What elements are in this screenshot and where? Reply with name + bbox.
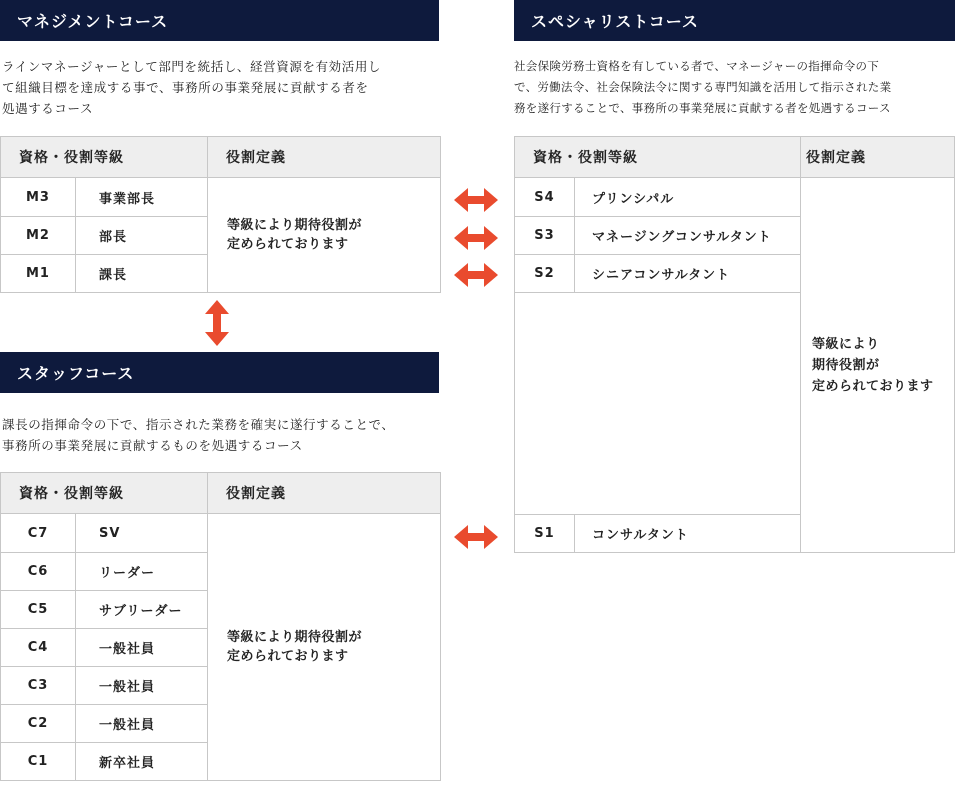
grade-title: 一般社員	[76, 667, 208, 705]
grade-code: C1	[1, 743, 76, 781]
definition-column-header: 役割定義	[801, 137, 955, 178]
grade-code: S4	[515, 178, 575, 217]
management-grade-table	[0, 136, 441, 293]
staff-grade-table	[0, 472, 441, 781]
grade-title: マネージングコンサルタント	[575, 217, 801, 255]
management-course-header	[0, 0, 439, 41]
grade-code: M2	[1, 217, 76, 255]
grade-column-header: 資格・役割等級	[1, 137, 208, 178]
table-header-row	[1, 137, 441, 178]
staff-course-description	[2, 414, 452, 456]
specialist-course-description	[514, 56, 955, 119]
definition-line: 等級により期待役割が	[227, 630, 363, 645]
specialist-course-header	[514, 0, 955, 41]
definition-line: 定められております	[812, 378, 934, 394]
description-line: ラインマネージャーとして部門を統括し、経営資源を有効活用し	[2, 59, 382, 74]
horizontal-double-arrow-icon	[454, 525, 498, 549]
grade-code: C6	[1, 553, 76, 591]
arrow-shape	[454, 263, 498, 287]
grade-code: C4	[1, 629, 76, 667]
grade-code: C5	[1, 591, 76, 629]
definition-column-header: 役割定義	[208, 473, 441, 514]
table-row	[1, 514, 441, 553]
grade-title: 一般社員	[76, 629, 208, 667]
description-line: 処遇するコース	[2, 101, 94, 116]
arrow-shape	[454, 525, 498, 549]
grade-code: S3	[515, 217, 575, 255]
grade-column-header: 資格・役割等級	[1, 473, 208, 514]
table-header-row	[1, 473, 441, 514]
grade-code: S1	[515, 515, 575, 553]
grade-title: シニアコンサルタント	[575, 255, 801, 293]
specialist-grade-table	[514, 136, 955, 553]
management-course-description	[2, 56, 447, 119]
grade-title: リーダー	[76, 553, 208, 591]
definition-line: 定められております	[227, 649, 349, 664]
grade-title: SV	[76, 514, 208, 553]
horizontal-double-arrow-icon	[454, 226, 498, 250]
grade-column-header: 資格・役割等級	[515, 137, 801, 178]
role-definition	[208, 514, 441, 781]
horizontal-double-arrow-icon	[454, 188, 498, 212]
grade-code: C2	[1, 705, 76, 743]
role-definition	[208, 178, 441, 293]
description-line: 社会保険労務士資格を有している者で、マネージャーの指揮命令の下	[514, 59, 880, 73]
grade-title: 事業部長	[76, 178, 208, 217]
description-line: 事務所の事業発展に貢献するものを処遇するコース	[2, 438, 303, 453]
arrow-shape	[454, 188, 498, 212]
grade-title: 課長	[76, 255, 208, 293]
description-line: 務を遂行することで、事務所の事業発展に貢献する者を処遇するコース	[514, 101, 891, 115]
horizontal-double-arrow-icon	[454, 263, 498, 287]
grade-code: M1	[1, 255, 76, 293]
grade-title: プリンシパル	[575, 178, 801, 217]
role-definition	[801, 178, 955, 553]
description-line: て組織目標を達成する事で、事務所の事業発展に貢献する者を	[2, 80, 369, 95]
table-row	[1, 178, 441, 217]
definition-line: 等級により	[812, 336, 880, 352]
vertical-double-arrow-icon	[205, 300, 229, 346]
grade-code: S2	[515, 255, 575, 293]
description-line: で、労働法令、社会保険法令に関する専門知識を活用して指示された業	[514, 80, 892, 94]
definition-line: 等級により期待役割が	[227, 218, 363, 233]
empty-grade-cell	[515, 293, 801, 515]
staff-course-title: スタッフコース	[17, 364, 135, 383]
grade-code: C3	[1, 667, 76, 705]
table-row	[515, 178, 955, 217]
management-course-title: マネジメントコース	[17, 12, 169, 31]
definition-line: 期待役割が	[812, 357, 880, 373]
grade-title: 部長	[76, 217, 208, 255]
table-header-row	[515, 137, 955, 178]
arrow-shape	[205, 300, 229, 346]
definition-line: 定められております	[227, 237, 349, 252]
description-line: 課長の指揮命令の下で、指示された業務を確実に遂行することで、	[2, 417, 395, 432]
staff-course-header	[0, 352, 439, 393]
arrow-shape	[454, 226, 498, 250]
grade-title: コンサルタント	[575, 515, 801, 553]
definition-column-header: 役割定義	[208, 137, 441, 178]
grade-title: 一般社員	[76, 705, 208, 743]
grade-title: サブリーダー	[76, 591, 208, 629]
grade-title: 新卒社員	[76, 743, 208, 781]
grade-code: C7	[1, 514, 76, 553]
specialist-course-title: スペシャリストコース	[531, 12, 699, 31]
grade-code: M3	[1, 178, 76, 217]
